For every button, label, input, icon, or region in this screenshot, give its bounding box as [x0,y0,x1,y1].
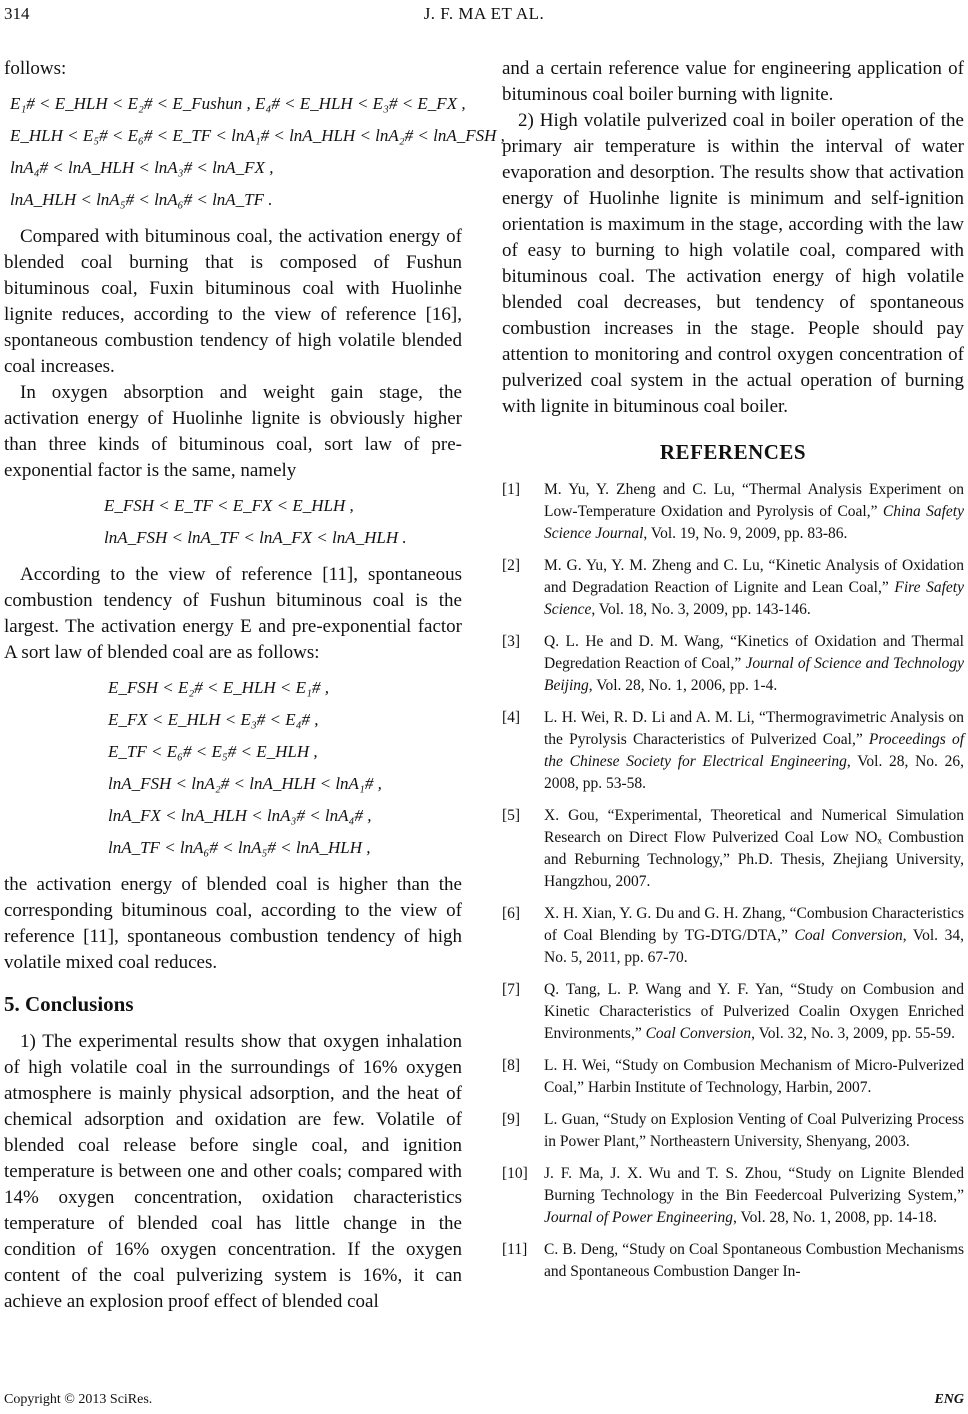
page-number: 314 [4,4,30,23]
reference-item [502,479,964,545]
reference-details: , Vol. 32, No. 3, 2009, pp. 55-59. [751,1025,956,1042]
reference-venue: Proceedings of the Chinese Society for Electrical Engineering [544,731,965,770]
paragraph: According to the view of reference [11], spontaneous combustion tendency of Fushun bituminous coal is the largest. The activation energy E and pre-exponential factor A sort law of blended coal are as follows: [4,564,462,663]
reference-number: [10] [502,1165,528,1182]
reference-venue: Journal of Power Engineering [544,1209,733,1226]
paragraph: and a certain reference value for engineering application of bituminous coal boiler burning with lignite. [502,58,964,105]
reference-text: Q. L. He and D. M. Wang, “Kinetics of Oxidation and Thermal Degredation Reaction of Coal,” [544,633,964,672]
intro-text: follows: [4,58,67,79]
equation: E_FSH < E_TF < E_FX < E_HLH , [104,496,354,515]
reference-text: J. F. Ma, J. X. Wu and T. S. Zhou, “Study on Lignite Blended Burning Technology in the Bin Feedercoal Pulverizing System,” [544,1165,964,1204]
reference-details: , Vol. 18, No. 3, 2009, pp. 143-146. [591,601,811,618]
reference-venue: Coal Conversion [794,927,903,944]
left-column [4,56,505,1315]
reference-number: [2] [502,557,521,574]
equation-block-1 [4,88,505,216]
paragraph: In oxygen absorption and weight gain stage, the activation energy of Huolinhe lignite is obviously higher than three kinds of bituminous coal, sort law of pre-exponential factor is the same, namely [4,382,462,481]
reference-item [502,1163,964,1229]
reference-number: [8] [502,1057,521,1074]
equation: E_TF < E₆# < E₅# < E_HLH , [108,742,318,761]
reference-item [502,1109,964,1153]
reference-item [502,903,964,969]
reference-number: [7] [502,981,521,998]
reference-item [502,1055,964,1099]
paragraph: the activation energy of blended coal is higher than the corresponding bituminous coal, according to the view of reference [11], spontaneous combustion tendency of high volatile mixed coal reduces. [4,874,462,973]
journal-abbrev: ENG [934,1392,964,1407]
reference-venue: Coal Conversion [645,1025,752,1042]
reference-item [502,555,964,621]
reference-list [502,479,964,1283]
equation: lnA_FSH < lnA₂# < lnA_HLH < lnA₁# , [108,774,382,793]
reference-item [502,805,964,893]
equation: lnA₄# < lnA_HLH < lnA₃# < lnA_FX , [10,158,274,177]
reference-number: [5] [502,807,521,824]
reference-item [502,631,964,697]
equation: lnA_HLH < lnA₅# < lnA₆# < lnA_TF . [10,190,273,209]
references-heading: REFERENCES [659,440,807,464]
reference-details: , Vol. 19, No. 9, 2009, pp. 83-86. [643,525,848,542]
reference-text: X. Gou, “Experimental, Theoretical and Numerical Simulation Research on Direct Flow Pulverized Coal Low NOₓ Combustion and Reburning Technology,” Ph.D. Thesis, Zhejiang University, Hangzhou, 2007. [544,807,964,890]
reference-details: , Vol. 28, No. 26, 2008, pp. 53-58. [544,753,964,792]
equation-block-2 [4,490,462,554]
reference-number: [3] [502,633,521,650]
reference-text: C. B. Deng, “Study on Coal Spontaneous Combustion Mechanisms and Spontaneous Combustion Danger In- [544,1241,964,1280]
reference-text: M. G. Yu, Y. M. Zheng and C. Lu, “Kinetic Analysis of Oxidation and Degradation Reaction of Lignite and Lean Coal,” [544,557,964,596]
equation: lnA_FX < lnA_HLH < lnA₃# < lnA₄# , [108,806,372,825]
reference-venue: Fire Safety Science [544,579,964,618]
reference-number: [4] [502,709,521,726]
reference-venue: Journal of Science and Technology Beijing [544,655,964,694]
reference-number: [11] [502,1241,528,1258]
equation-block-3 [4,672,462,864]
paragraph: 2) High volatile pulverized coal in boiler operation of the primary air temperature is within the interval of water evaporation and desorption. The results show that activation energy of Huolinhe lignite is minimum and self-ignition orientation is maximum in the stage, according with the law of easy to burning to high volatile coal, compared with bituminous coal. The activation energy of high volatile blended coal decreases, but tendency of spontaneous combustion increases in the stage. People should pay attention to monitoring and control oxygen concentration of pulverized coal system in the actual operation of burning with lignite in bituminous coal boiler. [502,110,964,417]
reference-item [502,979,964,1045]
reference-text: X. H. Xian, Y. G. Du and G. H. Zhang, “Combusion Characteristics of Coal Blending by TG-DTG/DTA,” [544,905,964,944]
equation: E_HLH < E₅# < E₆# < E_TF < lnA₁# < lnA_HLH < lnA₂# < lnA_FSH , [10,126,505,145]
reference-venue: China Safety Science Journal [544,503,964,542]
reference-number: [6] [502,905,521,922]
equation: E_FSH < E₂# < E_HLH < E₁# , [108,678,329,697]
reference-number: [1] [502,481,521,498]
paragraph: 1) The experimental results show that oxygen inhalation of high volatile coal in the surroundings of 16% oxygen atmosphere is mainly physical adsorption, and the heat of chemical adsorption and oxidation are few. Volatile of blended coal release before single coal, and ignition temperature is between one and other coals; compared with 14% oxygen concentration, oxidation characteristics temperature of blended coal has little change in the condition of 16% oxygen concentration. If the oxygen content of the coal pulverizing system is 16%, it can achieve an explosion proof effect of blended coal [4,1031,462,1312]
reference-text: L. H. Wei, R. D. Li and A. M. Li, “Thermogravimetric Analysis on the Pyrolysis Characteristics of Pulverized Coal,” [544,709,964,748]
reference-details: , Vol. 34, No. 5, 2011, pp. 67-70. [544,927,964,966]
running-head: J. F. MA ET AL. [423,4,545,23]
copyright-notice: Copyright © 2013 SciRes. [4,1392,153,1407]
reference-details: , Vol. 28, No. 1, 2006, pp. 1-4. [588,677,778,694]
reference-number: [9] [502,1111,521,1128]
section-heading: 5. Conclusions [4,992,134,1016]
reference-text: Q. Tang, L. P. Wang and Y. F. Yan, “Study on Combusion and Kinetic Characteristics of Pulverized Coalin Oxygen Enriched Environments,” [544,981,964,1042]
reference-text: M. Yu, Y. Zheng and C. Lu, “Thermal Analysis Experiment on Low-Temperature Oxidation and Pyrolysis of Coal,” [544,481,964,520]
equation: E_FX < E_HLH < E₃# < E₄# , [108,710,319,729]
page-footer [4,1392,964,1408]
equation: E₁# < E_HLH < E₂# < E_Fushun , E₄# < E_HLH < E₃# < E_FX , [10,94,466,113]
reference-item [502,1239,964,1283]
reference-text: L. Guan, “Study on Explosion Venting of Coal Pulverizing Process in Power Plant,” Northeastern University, Shenyang, 2003. [544,1111,964,1150]
reference-item [502,707,964,795]
reference-text: L. H. Wei, “Study on Combusion Mechanism of Micro-Pulverized Coal,” Harbin Institute of Technology, Harbin, 2007. [544,1057,964,1096]
reference-details: , Vol. 28, No. 1, 2008, pp. 14-18. [733,1209,937,1226]
right-column [502,56,964,1293]
equation: lnA_TF < lnA₆# < lnA₅# < lnA_HLH , [108,838,371,857]
equation: lnA_FSH < lnA_TF < lnA_FX < lnA_HLH . [104,528,407,547]
paragraph: Compared with bituminous coal, the activation energy of blended coal burning that is composed of Fushun bituminous coal, Fuxin bituminous coal with Huolinhe lignite reduces, according to the view of reference [16], spontaneous combustion tendency of high volatile blended coal increases. [4,226,462,377]
page-header [0,4,968,26]
